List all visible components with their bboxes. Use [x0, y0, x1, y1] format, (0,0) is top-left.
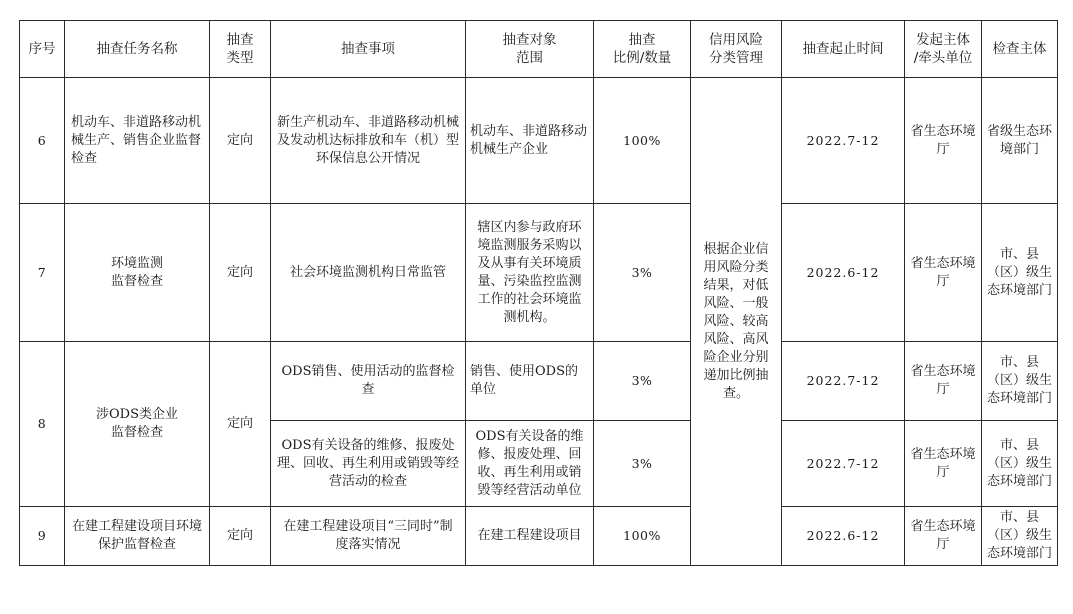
inspection-body: 市、县（区）级生态环境部门 — [982, 507, 1058, 566]
row-no: 8 — [20, 342, 65, 507]
inspection-scope: 机动车、非道路移动机械生产企业 — [466, 78, 594, 204]
inspection-period: 2022.6-12 — [782, 204, 905, 342]
sponsor-unit: 省生态环境厅 — [905, 342, 982, 421]
inspection-item: ODS有关设备的维修、报废处理、回收、再生利用或销毁等经营活动的检查 — [271, 421, 466, 507]
inspection-body: 省级生态环境部门 — [982, 78, 1058, 204]
inspection-scope: 销售、使用ODS的单位 — [466, 342, 594, 421]
inspection-scope: 在建工程建设项目 — [466, 507, 594, 566]
sponsor-unit: 省生态环境厅 — [905, 507, 982, 566]
table-row — [20, 78, 1058, 204]
sponsor-unit: 省生态环境厅 — [905, 421, 982, 507]
table-row — [20, 204, 1058, 342]
header-period: 抽查起止时间 — [782, 21, 905, 78]
inspection-type: 定向 — [210, 204, 271, 342]
header-task: 抽查任务名称 — [65, 21, 210, 78]
header-type: 抽查 类型 — [210, 21, 271, 78]
sponsor-unit: 省生态环境厅 — [905, 204, 982, 342]
inspection-type: 定向 — [210, 507, 271, 566]
header-ratio: 抽查 比例/数量 — [594, 21, 691, 78]
inspection-item: 新生产机动车、非道路移动机械及发动机达标排放和车（机）型环保信息公开情况 — [271, 78, 466, 204]
inspection-period: 2022.7-12 — [782, 421, 905, 507]
inspection-type: 定向 — [210, 78, 271, 204]
inspection-period: 2022.7-12 — [782, 342, 905, 421]
inspection-ratio: 3% — [594, 342, 691, 421]
header-item: 抽查事项 — [271, 21, 466, 78]
row-no: 9 — [20, 507, 65, 566]
header-row — [20, 21, 1058, 78]
task-name: 涉ODS类企业 监督检查 — [65, 342, 210, 507]
header-risk: 信用风险 分类管理 — [691, 21, 782, 78]
header-scope: 抽查对象 范围 — [466, 21, 594, 78]
header-inspector: 检查主体 — [982, 21, 1058, 78]
table-row — [20, 507, 1058, 566]
table-row — [20, 342, 1058, 421]
task-name: 机动车、非道路移动机械生产、销售企业监督检查 — [65, 78, 210, 204]
sponsor-unit: 省生态环境厅 — [905, 78, 982, 204]
risk-classification-note: 根据企业信用风险分类结果，对低风险、一般风险、较高风险、高风险企业分别递加比例抽查。 — [691, 78, 782, 566]
inspection-body: 市、县（区）级生态环境部门 — [982, 204, 1058, 342]
inspection-body: 市、县（区）级生态环境部门 — [982, 421, 1058, 507]
header-sponsor: 发起主体 /牵头单位 — [905, 21, 982, 78]
inspection-period: 2022.6-12 — [782, 507, 905, 566]
inspection-ratio: 100% — [594, 78, 691, 204]
task-name: 环境监测 监督检查 — [65, 204, 210, 342]
inspection-ratio: 100% — [594, 507, 691, 566]
inspection-scope: 辖区内参与政府环境监测服务采购以及从事有关环境质量、污染监控监测工作的社会环境监测机构。 — [466, 204, 594, 342]
inspection-table — [19, 20, 1058, 566]
row-no: 6 — [20, 78, 65, 204]
header-no: 序号 — [20, 21, 65, 78]
inspection-type: 定向 — [210, 342, 271, 507]
task-name: 在建工程建设项目环境保护监督检查 — [65, 507, 210, 566]
inspection-ratio: 3% — [594, 204, 691, 342]
inspection-ratio: 3% — [594, 421, 691, 507]
row-no: 7 — [20, 204, 65, 342]
inspection-body: 市、县（区）级生态环境部门 — [982, 342, 1058, 421]
inspection-item: 社会环境监测机构日常监管 — [271, 204, 466, 342]
inspection-scope: ODS有关设备的维修、报废处理、回收、再生利用或销毁等经营活动单位 — [466, 421, 594, 507]
inspection-item: ODS销售、使用活动的监督检查 — [271, 342, 466, 421]
inspection-item: 在建工程建设项目“三同时”制度落实情况 — [271, 507, 466, 566]
inspection-period: 2022.7-12 — [782, 78, 905, 204]
